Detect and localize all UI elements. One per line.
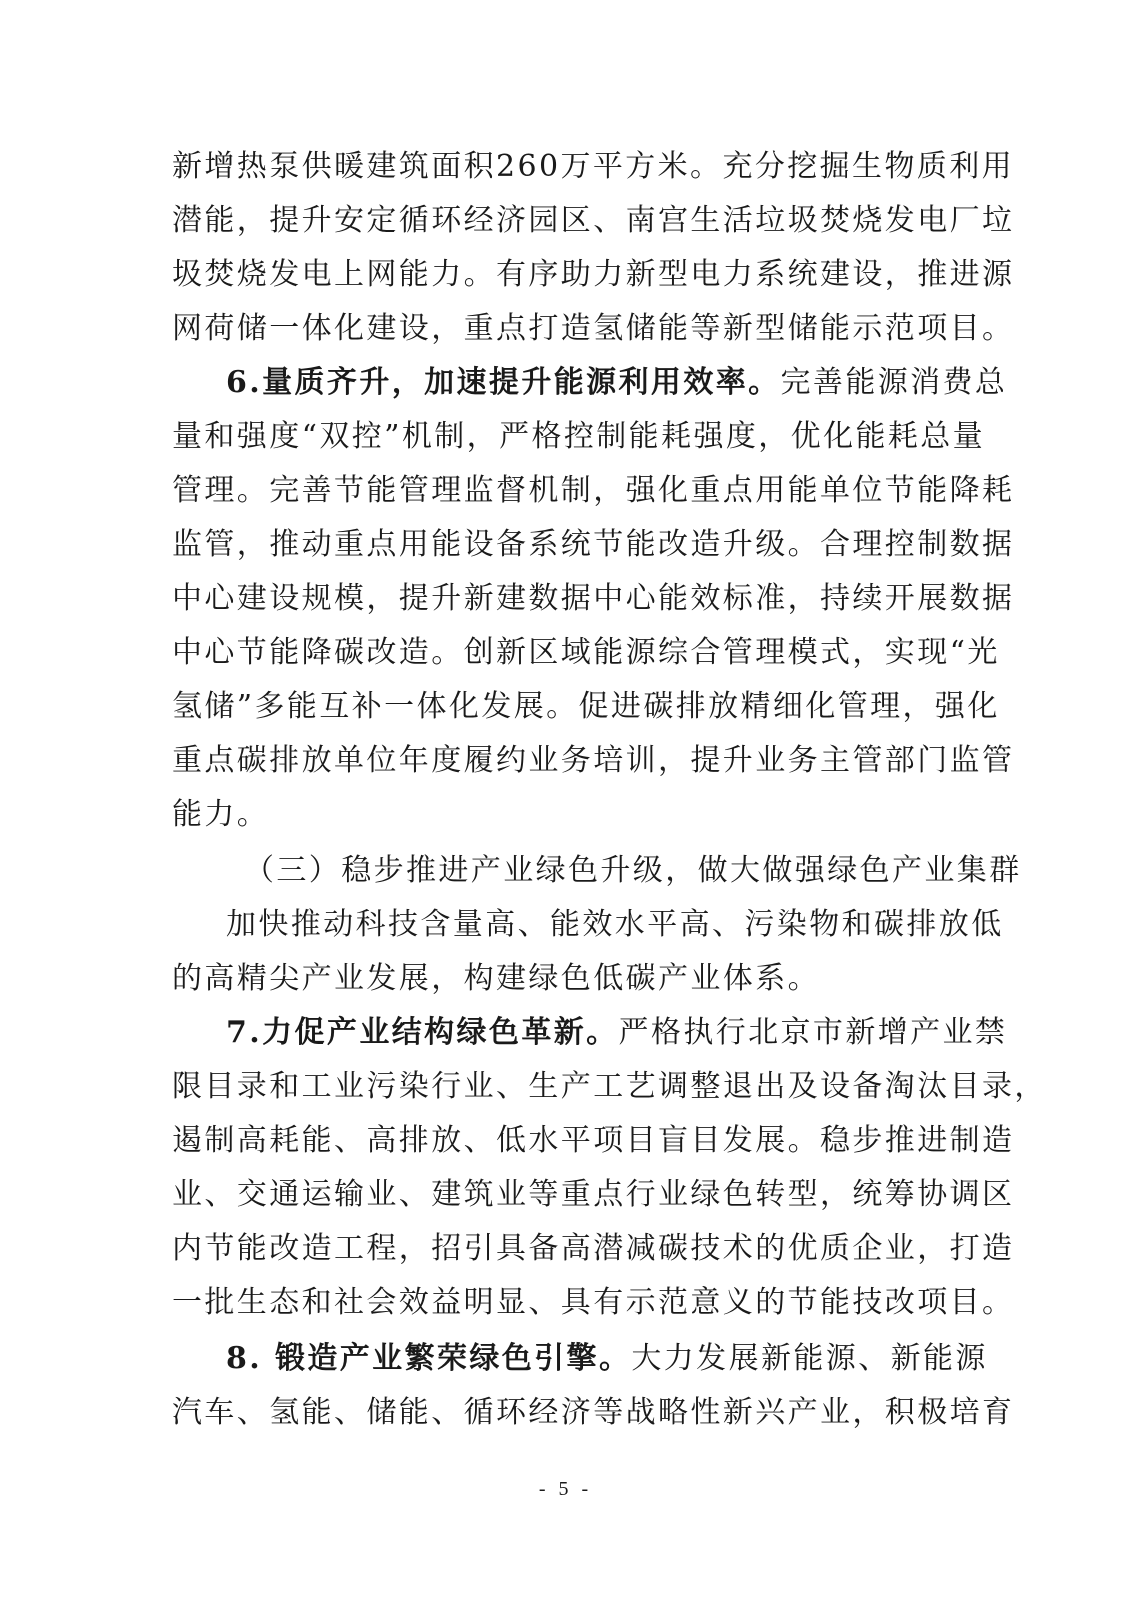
paragraph-line: 中心建设规模，提升新建数据中心能效标准，持续开展数据 [172,581,1015,616]
paragraph-line: 圾焚烧发电上网能力。有序助力新型电力系统建设，推进源 [172,257,1015,292]
section-3-heading: （三）稳步推进产业绿色升级，做大做强绿色产业集群 [244,853,1022,888]
paragraph-line: 网荷储一体化建设，重点打造氢储能等新型储能示范项目。 [172,311,1015,346]
paragraph-line: 管理。完善节能管理监督机制，强化重点用能单位节能降耗 [172,473,1015,508]
paragraph-line: 的高精尖产业发展，构建绿色低碳产业体系。 [172,961,820,996]
item-8-first-line [226,1331,1026,1387]
paragraph-line: 潜能，提升安定循环经济园区、南宫生活垃圾焚烧发电厂垃 [172,203,1015,238]
item-6-first-line [226,355,1026,411]
item-6-first-line-text: 完善能源消费总 [780,365,1008,400]
paragraph-line: 能力。 [172,797,270,832]
paragraph-line: 汽车、氢能、储能、循环经济等战略性新兴产业，积极培育 [172,1395,1015,1430]
paragraph-line: 重点碳排放单位年度履约业务培训，提升业务主管部门监管 [172,743,1015,778]
item-8-heading: 8. 锻造产业繁荣绿色引擎。 [226,1341,632,1376]
paragraph-line: 加快推动科技含量高、能效水平高、污染物和碳排放低 [226,907,1004,942]
paragraph-line: 新增热泵供暖建筑面积260万平方米。充分挖掘生物质利用 [172,149,1015,184]
item-8-first-line-text: 大力发展新能源、新能源 [631,1341,988,1376]
paragraph-line: 一批生态和社会效益明显、具有示范意义的节能技改项目。 [172,1285,1015,1320]
paragraph-line: 遏制高耗能、高排放、低水平项目盲目发展。稳步推进制造 [172,1123,1015,1158]
paragraph-line: 量和强度“双控”机制，严格控制能耗强度，优化能耗总量 [172,419,986,454]
paragraph-line: 中心节能降碳改造。创新区域能源综合管理模式，实现“光 [172,635,1000,670]
page-number: - 5 - [538,1478,593,1500]
item-7-heading: 7.力促产业结构绿色革新。 [226,1015,619,1050]
paragraph-line: 业、交通运输业、建筑业等重点行业绿色转型，统筹协调区 [172,1177,1015,1212]
paragraph-line: 监管，推动重点用能设备系统节能改造升级。合理控制数据 [172,527,1015,562]
paragraph-line: 氢储”多能互补一体化发展。促进碳排放精细化管理，强化 [172,689,1000,724]
paragraph-line: 内节能改造工程，招引具备高潜减碳技术的优质企业，打造 [172,1231,1015,1266]
item-6-heading: 6.量质齐升，加速提升能源利用效率。 [226,365,781,400]
paragraph-line: 限目录和工业污染行业、生产工艺调整退出及设备淘汰目录， [172,1069,1047,1104]
item-7-first-line [226,1005,1026,1061]
item-7-first-line-text: 严格执行北京市新增产业禁 [618,1015,1008,1050]
